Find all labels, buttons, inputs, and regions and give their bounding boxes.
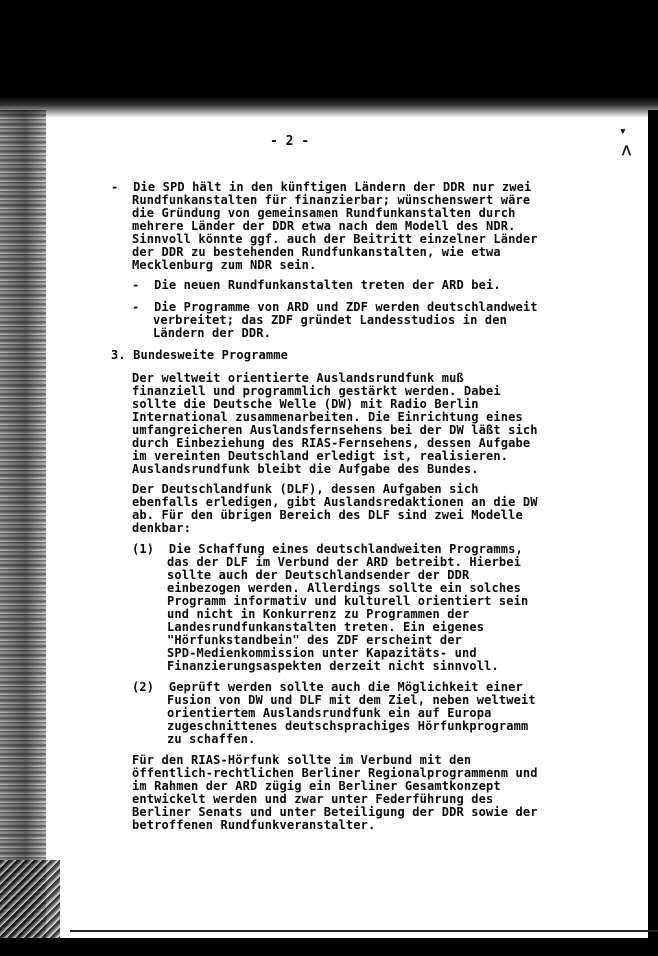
text-line: Sinnvoll könnte ggf. auch der Beitritt einzelner Länder <box>132 232 538 246</box>
text-line: Auslandsrundfunk bleibt die Aufgabe des Bundes. <box>132 462 479 476</box>
text-line: entwickelt werden und zwar unter Federführung des <box>132 792 494 806</box>
text-line: ab. Für den übrigen Bereich des DLF sind zwei Modelle <box>132 508 523 522</box>
scan-bottom-border <box>0 938 658 956</box>
text-line: SPD-Medienkommission unter Kapazitäts- und <box>167 646 477 660</box>
text-line: Fusion von DW und DLF mit dem Ziel, neben weltweit <box>167 693 536 707</box>
text-line: - Die neuen Rundfunkanstalten treten der ARD bei. <box>132 278 501 292</box>
text-line: zugeschnittenes deutschsprachiges Hörfunkprogramm <box>167 719 529 733</box>
text-line: und nicht in Konkurrenz zu Programmen der <box>167 607 470 621</box>
scan-bottom-line <box>70 930 658 932</box>
text-line: sollte die Deutsche Welle (DW) mit Radio Berlin <box>132 397 479 411</box>
text-line: betroffenen Rundfunkveranstalter. <box>132 818 376 832</box>
text-line: orientiertem Auslandsrundfunk ein auf Europa <box>167 706 492 720</box>
text-line: (2) Geprüft werden sollte auch die Möglichkeit einer <box>132 680 523 694</box>
text-line: verbreitet; das ZDF gründet Landesstudios in den <box>153 313 507 327</box>
text-line: Programm informativ und kulturell orientiert sein <box>167 594 529 608</box>
text-line: die Gründung von gemeinsamen Rundfunkanstalten durch <box>132 206 516 220</box>
text-line: denkbar: <box>132 521 191 535</box>
page-number: - 2 - <box>270 134 310 149</box>
scan-right-border <box>648 110 658 940</box>
text-line: Finanzierungsaspekten derzeit nicht sinnvoll. <box>167 659 499 673</box>
text-line: im Rahmen der ARD zügig ein Berliner Gesamtkonzept <box>132 779 501 793</box>
text-line: 3. Bundesweite Programme <box>111 348 288 362</box>
text-line: International zusammenarbeiten. Die Einrichtung eines <box>132 410 523 424</box>
text-line: Ländern der DDR. <box>153 326 271 340</box>
text-line: Mecklenburg zum NDR sein. <box>132 258 317 272</box>
text-line: finanziell und programmlich gestärkt werden. Dabei <box>132 384 501 398</box>
text-line: Der weltweit orientierte Auslandsrundfunk muß <box>132 371 464 385</box>
text-line: - Die SPD hält in den künftigen Ländern der DDR nur zwei <box>111 180 532 194</box>
text-line: ebenfalls erledigen, gibt Auslandsredaktionen an die DW <box>132 495 538 509</box>
margin-mark: ▾ <box>619 124 627 139</box>
text-line: "Hörfunkstandbein" des ZDF erscheint der <box>167 633 462 647</box>
text-line: (1) Die Schaffung eines deutschlandweiten Programms, <box>132 542 523 556</box>
text-line: der DDR zu bestehenden Rundfunkanstalten, wie etwa <box>132 245 501 259</box>
margin-mark: ᐱ <box>622 144 631 159</box>
scan-left-corner-noise <box>0 860 60 940</box>
text-line: Landesrundfunkanstalten treten. Ein eigenes <box>167 620 485 634</box>
text-line: einbezogen werden. Allerdings sollte ein solches <box>167 581 521 595</box>
text-line: Der Deutschlandfunk (DLF), dessen Aufgaben sich <box>132 482 479 496</box>
scan-top-shadow <box>0 96 658 118</box>
text-line: Rundfunkanstalten für finanzierbar; wünschenswert wäre <box>132 193 531 207</box>
text-line: durch Einbeziehung des RIAS-Fernsehens, dessen Aufgabe <box>132 436 531 450</box>
text-line: sollte auch der Deutschlandsender der DDR <box>167 568 470 582</box>
text-line: - Die Programme von ARD und ZDF werden deutschlandweit <box>132 300 538 314</box>
text-line: Für den RIAS-Hörfunk sollte im Verbund mit den <box>132 753 472 767</box>
text-line: mehrere Länder der DDR etwa nach dem Modell des NDR. <box>132 219 516 233</box>
text-line: zu schaffen. <box>167 732 256 746</box>
text-line: öffentlich-rechtlichen Berliner Regionalprogrammenm und <box>132 766 538 780</box>
text-line: Berliner Senats und unter Beteiligung der DDR sowie der <box>132 805 538 819</box>
text-line: umfangreicheren Auslandsfernsehens bei der DW läßt sich <box>132 423 538 437</box>
text-line: im vereinten Deutschland erledigt ist, realisieren. <box>132 449 509 463</box>
scan-left-edge <box>0 110 46 940</box>
text-line: das der DLF im Verbund der ARD betreibt. Hierbei <box>167 555 521 569</box>
